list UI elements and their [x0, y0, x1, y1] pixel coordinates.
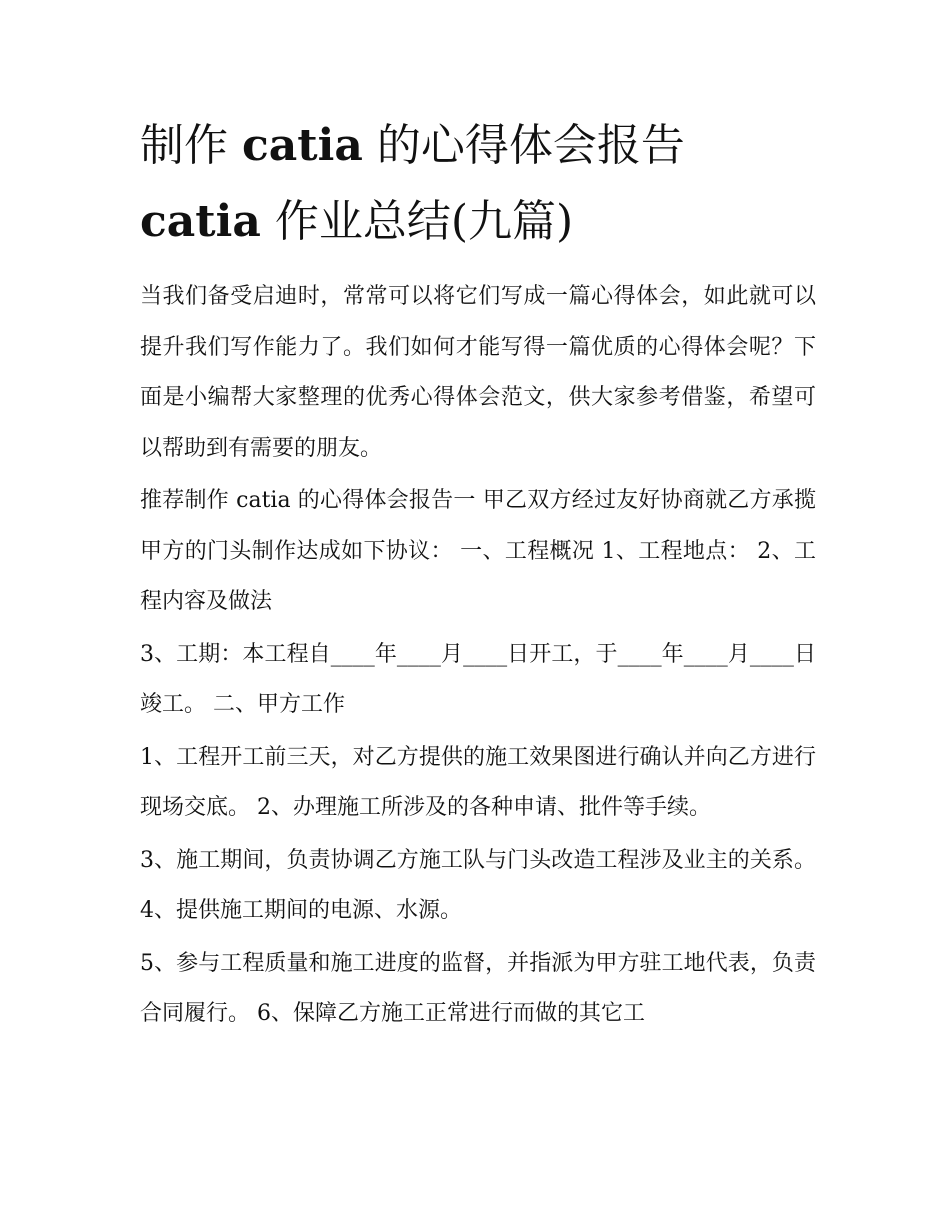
title-part-3: 的心得体会报告 [376, 120, 685, 171]
body-paragraph-5: 5、参与工程质量和施工进度的监督，并指派为甲方驻工地代表，负责合同履行。 6、保障乙方施工正常进行而做的其它工 [140, 950, 816, 1026]
title-part-4: catia [140, 196, 261, 247]
body-paragraph-1: 推荐制作 catia 的心得体会报告一 甲乙双方经过友好协商就乙方承揽甲方的门头制作达成如下协议： 一、工程概况 1、工程地点： 2、工程内容及做法 [140, 488, 816, 614]
title-part-2: catia [242, 120, 363, 171]
body-paragraph-3: 1、工程开工前三天，对乙方提供的施工效果图进行确认并向乙方进行现场交底。 2、办理施工所涉及的各种申请、批件等手续。 [140, 744, 816, 820]
intro-paragraph: 当我们备受启迪时，常常可以将它们写成一篇心得体会，如此就可以提升我们写作能力了。我们如何才能写得一篇优质的心得体会呢？下面是小编帮大家整理的优秀心得体会范文，供大家参考借鉴，希望可以帮助到有需要的朋友。 [140, 284, 816, 461]
document-page [140, 108, 816, 1042]
body-paragraph-4: 3、施工期间，负责协调乙方施工队与门头改造工程涉及业主的关系。 4、提供施工期间的电源、水源。 [140, 847, 816, 923]
body-paragraph-2: 3、工期：本工程自____年____月____日开工，于____年____月____日竣工。 二、甲方工作 [140, 641, 816, 717]
document-title [140, 108, 816, 260]
title-part-5: 作业总结(九篇) [274, 196, 574, 247]
title-part-1: 制作 [140, 120, 228, 171]
